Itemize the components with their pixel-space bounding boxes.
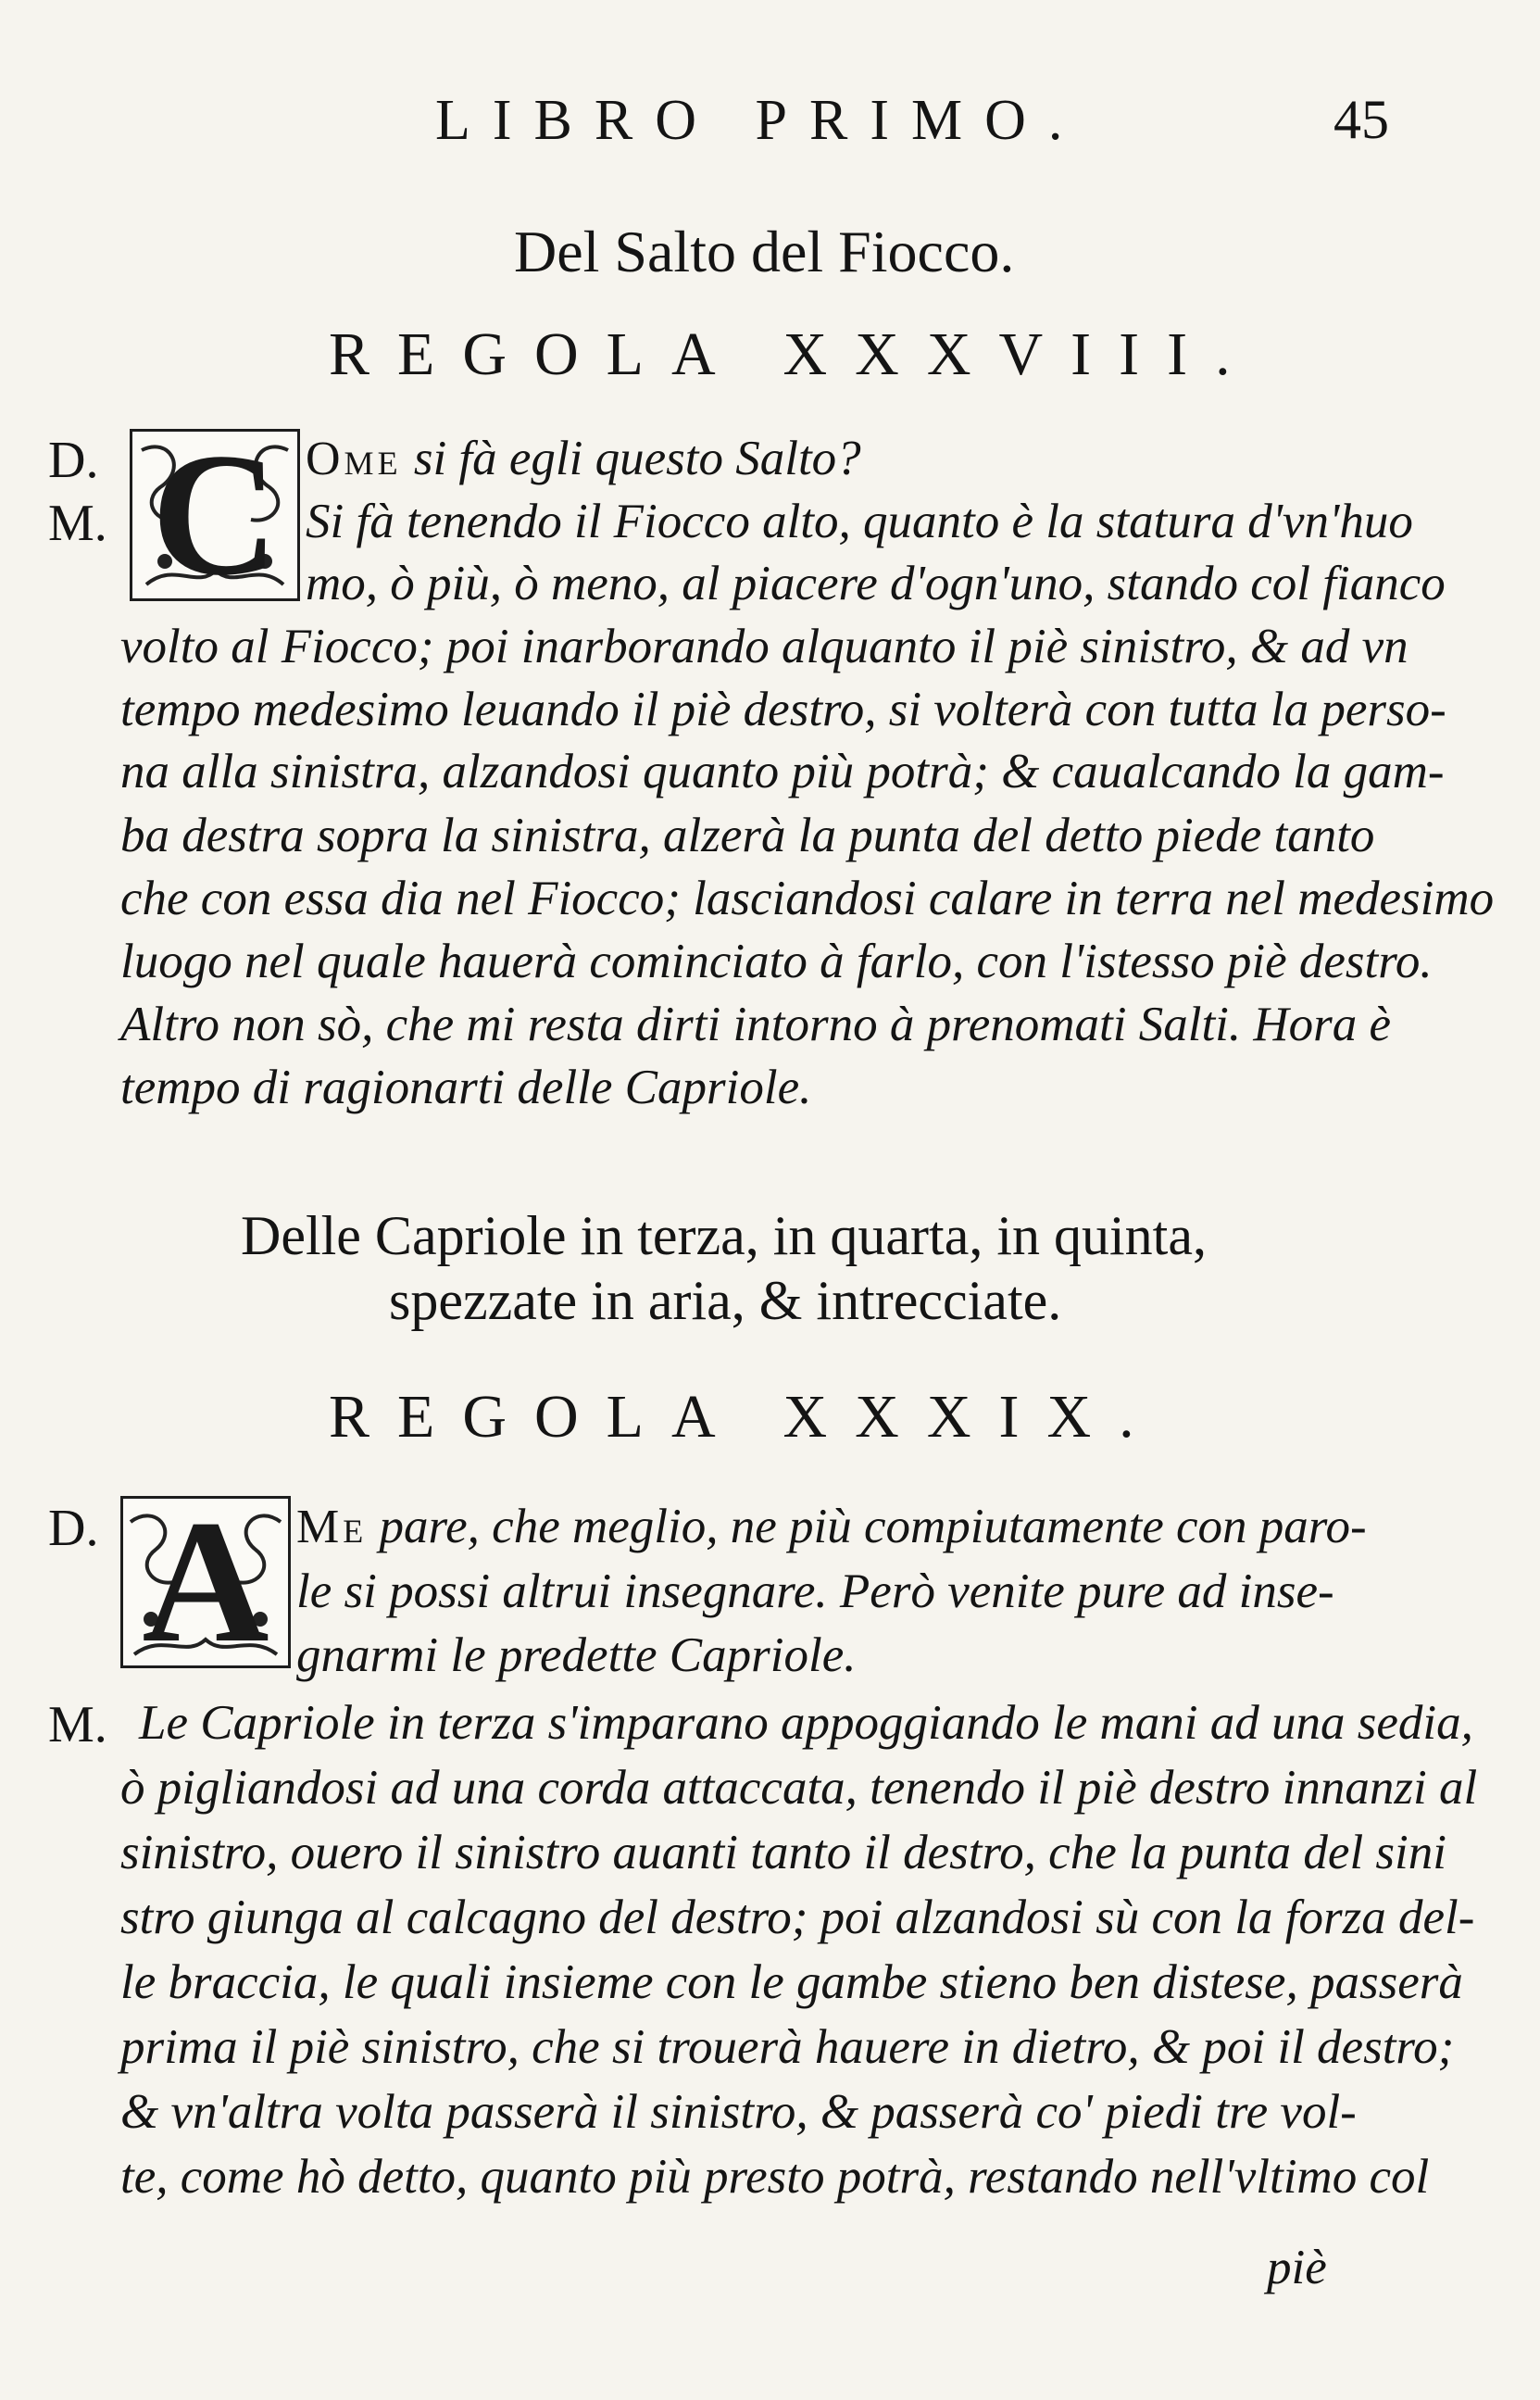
decorated-initial-c bbox=[130, 418, 300, 612]
catchword: piè bbox=[1267, 2241, 1327, 2294]
text-line: sinistro, ouero il sinistro auanti tanto il destro, che la punta del sini bbox=[120, 1826, 1447, 1879]
section-title-capriole-line1: Delle Capriole in terza, in quarta, in quinta, bbox=[241, 1205, 1207, 1266]
text-line: na alla sinistra, alzandosi quanto più potrà; & caualcando la gam- bbox=[120, 745, 1445, 798]
text-line: stro giunga al calcagno del destro; poi alzandosi sù con la forza del- bbox=[120, 1891, 1475, 1944]
text-line: tempo medesimo leuando il piè destro, si volterà con tutta la perso- bbox=[120, 683, 1446, 736]
text-line: le si possi altrui insegnare. Però venite pure ad inse- bbox=[296, 1564, 1334, 1618]
initial-letter: A bbox=[142, 1485, 269, 1679]
speaker-m-label: M. bbox=[48, 495, 107, 552]
text-line: prima il piè sinistro, che si trouerà hauere in dietro, & poi il destro; bbox=[120, 2020, 1455, 2074]
text-line: Me pare, che meglio, ne più compiutamente con paro- bbox=[296, 1500, 1367, 1553]
small-caps-word: Ome bbox=[306, 433, 402, 485]
text-line: te, come hò detto, quanto più presto potrà, restando nell'vltimo col bbox=[120, 2150, 1430, 2204]
text-line: tempo di ragionarti delle Capriole. bbox=[120, 1061, 812, 1114]
small-caps-word: Me bbox=[296, 1501, 368, 1553]
text-line: luogo nel quale hauerà cominciato à farlo, con l'istesso piè destro. bbox=[120, 935, 1433, 988]
speaker-d-label: D. bbox=[48, 1500, 99, 1557]
text-line: le braccia, le quali insieme con le gambe stieno ben distese, passerà bbox=[120, 1955, 1463, 2009]
regola-heading-39: REGOLA XXXIX. bbox=[329, 1383, 1162, 1451]
text-line: volto al Fiocco; poi inarborando alquanto il piè sinistro, & ad vn bbox=[120, 620, 1409, 673]
text-line: che con essa dia nel Fiocco; lasciandosi calare in terra nel medesimo bbox=[120, 872, 1495, 925]
text-line: gnarmi le predette Capriole. bbox=[296, 1628, 857, 1682]
page-number: 45 bbox=[1333, 89, 1389, 150]
text-line: Si fà tenendo il Fiocco alto, quanto è la statura d'vn'huo bbox=[306, 495, 1413, 548]
section-title-salto: Del Salto del Fiocco. bbox=[514, 219, 1015, 284]
text-line: Le Capriole in terza s'imparano appoggiando le mani ad una sedia, bbox=[139, 1696, 1473, 1750]
regola-heading-38: REGOLA XXXVIII. bbox=[329, 320, 1258, 388]
initial-letter: C bbox=[151, 418, 279, 612]
text-line: Altro non sò, che mi resta dirti intorno à prenomati Salti. Hora è bbox=[120, 998, 1392, 1051]
text-line: mo, ò più, ò meno, al piacere d'ogn'uno, stando col fianco bbox=[306, 557, 1446, 610]
text-line: ba destra sopra la sinistra, alzerà la punta del detto piede tanto bbox=[120, 809, 1375, 862]
section-title-capriole-line2: spezzate in aria, & intrecciate. bbox=[389, 1270, 1062, 1331]
text-line: ò pigliandosi ad una corda attaccata, tenendo il piè destro innanzi al bbox=[120, 1761, 1478, 1815]
text-line: & vn'altra volta passerà il sinistro, & passerà co' piedi tre vol- bbox=[120, 2085, 1357, 2139]
text-line: Ome si fà egli questo Salto? bbox=[306, 432, 861, 485]
running-title: LIBRO PRIMO. bbox=[435, 89, 1085, 152]
decorated-initial-a bbox=[120, 1485, 291, 1679]
speaker-d-label: D. bbox=[48, 432, 99, 489]
speaker-m-label: M. bbox=[48, 1696, 107, 1753]
